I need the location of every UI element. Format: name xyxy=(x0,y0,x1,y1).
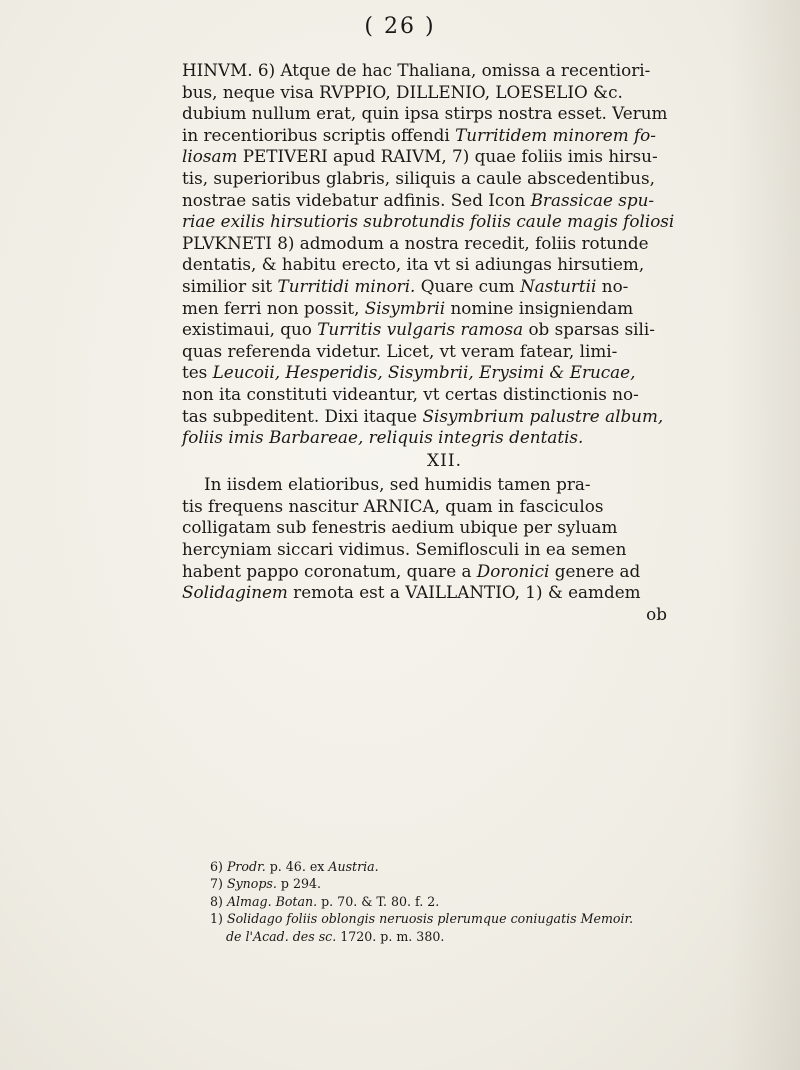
text-line: in recentioribus scriptis offendi Turritidem minorem fo- xyxy=(182,124,656,145)
text-line: non ita constituti videantur, vt certas distinctionis no- xyxy=(182,383,639,404)
page-edge-shadow xyxy=(730,0,800,1070)
text-line: nostrae satis videbatur adfinis. Sed Icon Brassicae spu- xyxy=(182,189,655,210)
text-line: quas referenda videtur. Licet, vt veram fatear, limi- xyxy=(182,340,618,361)
text-line: tis, superioribus glabris, siliquis a caule abscedentibus, xyxy=(182,167,655,188)
text-line: foliis imis Barbareae, reliquis integris dentatis. xyxy=(182,427,584,448)
footnote-7: 7) Synops. p 294. xyxy=(210,876,322,892)
footnote-1: 1) Solidago foliis oblongis neruosis plerumque coniugatis Memoir. xyxy=(210,911,634,927)
text-line: men ferri non possit, Sisymbrii nomine insigniendam xyxy=(182,297,634,318)
text-line: colligatam sub fenestris aedium ubique per syluam xyxy=(182,517,618,538)
text-line: liosam PETIVERI apud RAIVM, 7) quae foliis imis hirsu- xyxy=(182,146,658,167)
page-number: ( 26 ) xyxy=(364,14,436,39)
text-line: similior sit Turritidi minori. Quare cum Nasturtii no- xyxy=(182,275,629,296)
catchword: ob xyxy=(646,603,667,624)
text-line: tis frequens nascitur ARNICA, quam in fasciculos xyxy=(182,495,604,516)
footnotes xyxy=(210,858,710,945)
text-line: dentatis, & habitu erecto, ita vt si adiungas hirsutiem, xyxy=(182,254,645,275)
text-line: bus, neque visa RVPPIO, DILLENIO, LOESELIO &c. xyxy=(182,81,623,102)
main-text xyxy=(182,60,707,625)
footnote-6: 6) Prodr. p. 46. ex Austria. xyxy=(210,859,379,874)
section-numeral: XII. xyxy=(427,450,462,471)
text-line: hercyniam siccari vidimus. Semiflosculi in ea semen xyxy=(182,539,627,560)
text-line: tes Leucoii, Hesperidis, Sisymbrii, Erysimi & Erucae, xyxy=(182,362,636,383)
text-line: riae exilis hirsutioris subrotundis foliis caule magis foliosi xyxy=(182,211,675,232)
text-line: existimaui, quo Turritis vulgaris ramosa ob sparsas sili- xyxy=(182,319,655,340)
text-line: Solidaginem remota est a VAILLANTIO, 1) & eamdem xyxy=(182,582,641,603)
text-line: tas subpeditent. Dixi itaque Sisymbrium palustre album, xyxy=(182,405,664,426)
text-line: dubium nullum erat, quin ipsa stirps nostra esset. Verum xyxy=(182,103,668,124)
text-line: PLVKNETI 8) admodum a nostra recedit, foliis rotunde xyxy=(182,232,649,253)
footnote-8: 8) Almag. Botan. p. 70. & T. 80. f. 2. xyxy=(210,893,440,909)
text-line: In iisdem elatioribus, sed humidis tamen pra- xyxy=(204,474,591,495)
text-line: HINVM. 6) Atque de hac Thaliana, omissa a recentiori- xyxy=(182,60,651,80)
text-line: habent pappo coronatum, quare a Doronici genere ad xyxy=(182,560,641,581)
footnote-1-cont: de l'Acad. des sc. 1720. p. m. 380. xyxy=(226,928,445,944)
